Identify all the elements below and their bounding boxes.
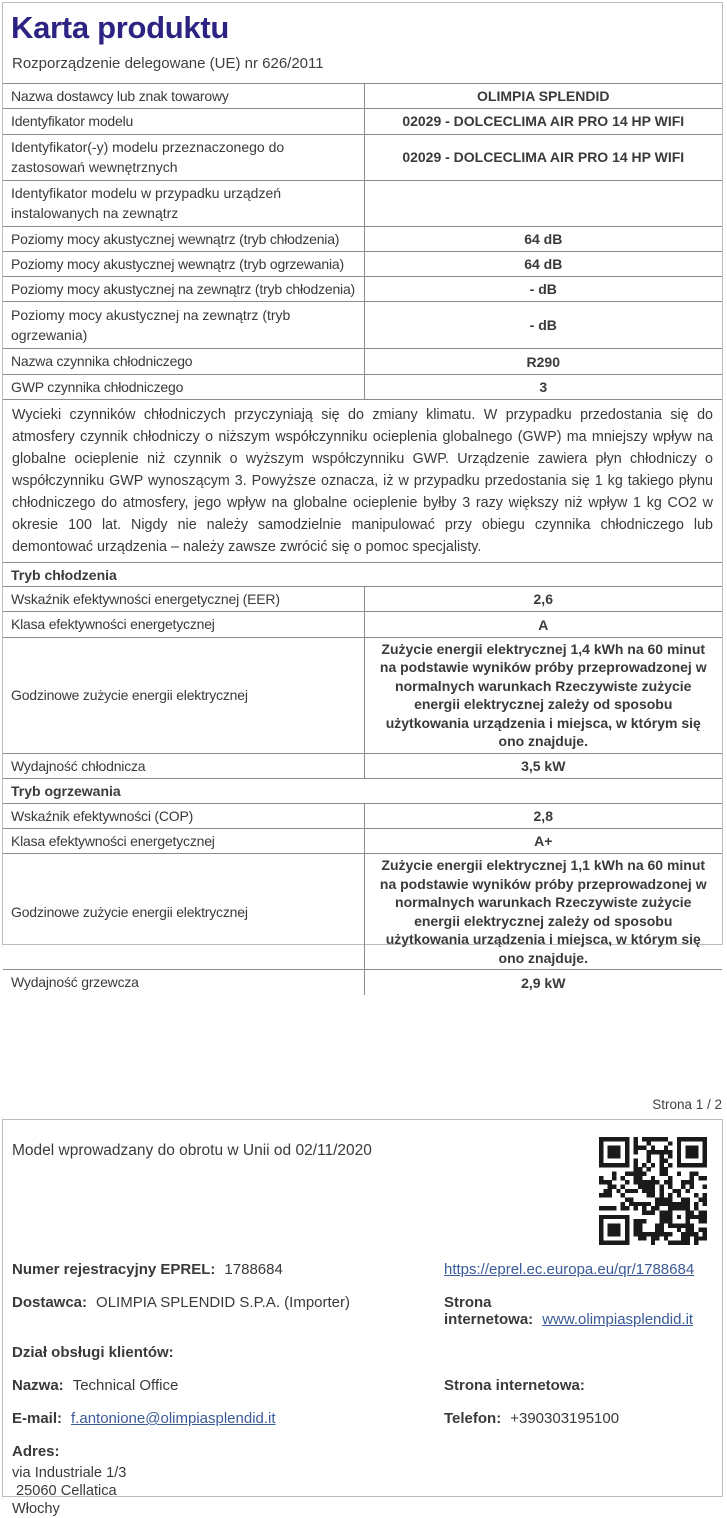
row-value: 64 dB — [364, 226, 722, 251]
row-label: Wydajność grzewcza — [3, 970, 364, 995]
row-value: A+ — [364, 829, 722, 854]
supplier-website-link[interactable]: www.olimpiasplendid.it — [542, 1311, 694, 1328]
table-row — [3, 778, 722, 803]
row-label: Poziomy mocy akustycznej wewnątrz (tryb chłodzenia) — [3, 226, 364, 251]
row-label: Wydajność chłodnicza — [3, 753, 364, 778]
section-header-cooling: Tryb chłodzenia — [3, 563, 722, 587]
table-row — [3, 349, 722, 374]
row-value: OLIMPIA SPLENDID — [364, 84, 722, 109]
address-line: via Industriale 1/3 — [12, 1465, 127, 1481]
row-label: Wskaźnik efektywności energetycznej (EER) — [3, 587, 364, 612]
eprel-link[interactable]: https://eprel.ec.europa.eu/qr/1788684 — [444, 1261, 695, 1278]
email-label: E-mail: — [12, 1410, 63, 1427]
eprel-label: Numer rejestracyjny EPREL: — [12, 1261, 216, 1278]
row-label: GWP czynnika chłodniczego — [3, 374, 364, 399]
table-row — [3, 109, 722, 134]
field-row-customer-service — [12, 1344, 716, 1361]
table-row — [3, 637, 722, 753]
row-value: 3,5 kW — [364, 753, 722, 778]
table-row — [3, 374, 722, 399]
row-label: Wskaźnik efektywności (COP) — [3, 803, 364, 828]
row-value: R290 — [364, 349, 722, 374]
page-title: Karta produktu — [11, 10, 229, 45]
email-link[interactable]: f.antonione@olimpiasplendid.it — [71, 1410, 276, 1427]
climate-note: Wycieki czynników chłodniczych przyczyniają się do zmiany klimatu. W przypadku przedostania się do atmosfery czynnik chłodniczy o niższym współczynniku ocieplenia globalnego (GWP) ma mniejszy wpływ na globalne ocieplenie niż czynnik o wyższym współczynniku GWP. Urządzenie zawiera płyn chłodniczy o współczynniku GWP wynoszącym 3. Powyższe oznacza, iż w przypadku przedostania się 1 kg takiego płynu chłodniczego do atmosfery, jego wpływ na globalne ocieplenie byłby 3 razy większy niż wpływ 1 kg CO2 w okresie 100 lat. Nigdy nie należy samodzielnie manipulować przy obiegu czynnika chłodniczego lub demontować urządzenia – należy zawsze zwrócić się o pomoc specjalisty. — [3, 400, 722, 563]
supplier-label: Dostawca: — [12, 1294, 88, 1311]
row-value: 64 dB — [364, 251, 722, 276]
table-row — [3, 302, 722, 349]
row-value — [364, 180, 722, 226]
row-value: 2,6 — [364, 587, 722, 612]
customer-service-label: Dział obsługi klientów: — [12, 1344, 174, 1361]
table-row — [3, 587, 722, 612]
table-row — [3, 829, 722, 854]
supplier-name: OLIMPIA SPLENDID S.P.A. (Importer) — [96, 1294, 350, 1311]
website2-label: Strona internetowa: — [444, 1377, 585, 1394]
row-label: Nazwa czynnika chłodniczego — [3, 349, 364, 374]
phone-label: Telefon: — [444, 1410, 502, 1427]
table-row — [3, 854, 722, 970]
regulation-subtitle: Rozporządzenie delegowane (UE) nr 626/2011 — [12, 55, 324, 72]
table-row — [3, 277, 722, 302]
field-row-supplier — [12, 1294, 716, 1328]
address-label: Adres: — [12, 1443, 60, 1460]
page-indicator: Strona 1 / 2 — [652, 1097, 722, 1112]
row-value: 02029 - DOLCECLIMA AIR PRO 14 HP WIFI — [364, 109, 722, 134]
row-label: Identyfikator modelu — [3, 109, 364, 134]
table-row — [3, 180, 722, 226]
document-header — [3, 3, 722, 83]
address-line: Włochy — [12, 1501, 60, 1517]
row-label: Identyfikator modelu w przypadku urządzeń instalowanych na zewnątrz — [3, 180, 364, 226]
website-label: Strona internetowa: — [444, 1294, 534, 1328]
table-row — [3, 563, 722, 587]
name-label: Nazwa: — [12, 1377, 64, 1394]
row-label: Poziomy mocy akustycznej na zewnątrz (tryb chłodzenia) — [3, 277, 364, 302]
qr-code-icon — [599, 1137, 707, 1245]
row-label: Nazwa dostawcy lub znak towarowy — [3, 84, 364, 109]
table-row — [3, 970, 722, 995]
market-entry-note: Model wprowadzany do obrotu w Unii od 02/11/2020 — [12, 1142, 372, 1159]
row-label: Poziomy mocy akustycznej na zewnątrz (tryb ogrzewania) — [3, 302, 364, 349]
spec-table — [3, 83, 722, 995]
product-fiche-page1 — [2, 2, 723, 991]
row-label: Godzinowe zużycie energii elektrycznej — [3, 854, 364, 970]
row-label: Klasa efektywności energetycznej — [3, 829, 364, 854]
row-value: Zużycie energii elektrycznej 1,1 kWh na 60 minut na podstawie wyników próby przeprowadzonej w normalnych warunkach Rzeczywiste zużycie energii elektrycznej zależy od sposobu użytkowania urządzenia i miejsca, w którym się ono znajduje. — [364, 854, 722, 970]
row-value: 2,9 kW — [364, 970, 722, 995]
product-fiche-page2 — [2, 1119, 723, 1517]
field-row-eprel — [12, 1261, 716, 1278]
table-row — [3, 251, 722, 276]
row-value: 2,8 — [364, 803, 722, 828]
table-row — [3, 753, 722, 778]
row-label: Poziomy mocy akustycznej wewnątrz (tryb ogrzewania) — [3, 251, 364, 276]
table-row — [3, 612, 722, 637]
eprel-number: 1788684 — [224, 1261, 283, 1278]
section-header-heating: Tryb ogrzewania — [3, 778, 722, 803]
address-block — [12, 1443, 716, 1518]
table-row — [3, 134, 722, 180]
field-row-name — [12, 1377, 716, 1394]
row-value: 3 — [364, 374, 722, 399]
field-row-email-phone — [12, 1410, 716, 1427]
row-label: Klasa efektywności energetycznej — [3, 612, 364, 637]
row-label: Godzinowe zużycie energii elektrycznej — [3, 637, 364, 753]
table-row — [3, 400, 722, 563]
table-row — [3, 803, 722, 828]
row-value: Zużycie energii elektrycznej 1,4 kWh na 60 minut na podstawie wyników próby przeprowadzonej w normalnych warunkach Rzeczywiste zużycie energii elektrycznej zależy od sposobu użytkowania urządzenia i miejsca, w którym się ono znajduje. — [364, 637, 722, 753]
row-value: 02029 - DOLCECLIMA AIR PRO 14 HP WIFI — [364, 134, 722, 180]
table-row — [3, 84, 722, 109]
address-line: 25060 Cellatica — [12, 1483, 117, 1499]
row-label: Identyfikator(-y) modelu przeznaczonego do zastosowań wewnętrznych — [3, 134, 364, 180]
name-value: Technical Office — [72, 1377, 179, 1394]
row-value: - dB — [364, 302, 722, 349]
row-value: A — [364, 612, 722, 637]
table-row — [3, 226, 722, 251]
contact-fields — [12, 1261, 716, 1518]
row-value: - dB — [364, 277, 722, 302]
phone-value: +390303195100 — [510, 1410, 620, 1427]
